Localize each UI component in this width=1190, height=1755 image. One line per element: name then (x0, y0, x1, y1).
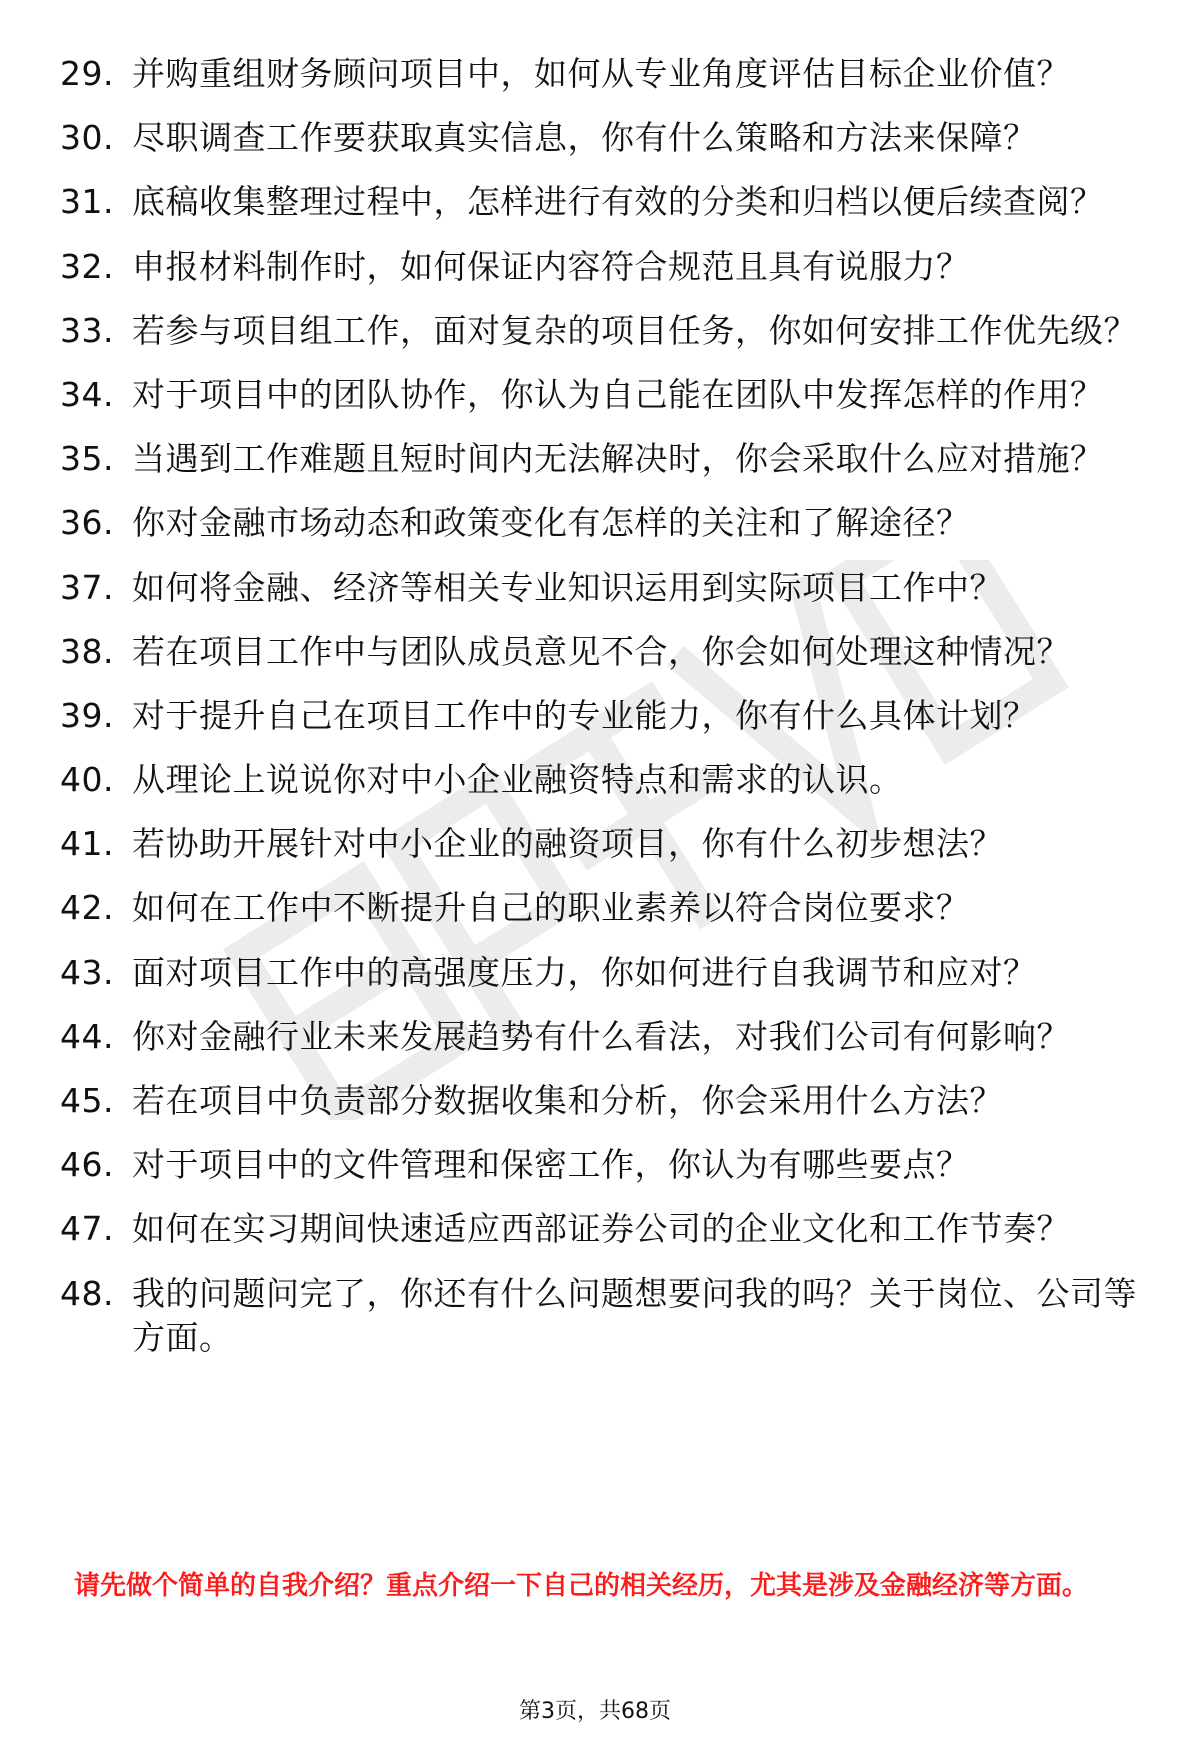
question-item-31 (60, 180, 1145, 224)
question-item-38 (60, 630, 1145, 674)
question-item-47 (60, 1207, 1145, 1251)
question-number: 42. (60, 888, 114, 928)
question-item-44 (60, 1015, 1145, 1059)
question-number: 41. (60, 824, 114, 864)
question-item-33 (60, 309, 1145, 353)
question-text: 底稿收集整理过程中，怎样进行有效的分类和归档以便后续查阅？ (132, 182, 1104, 222)
question-item-35 (60, 437, 1145, 481)
question-number: 39. (60, 695, 114, 735)
question-text: 对于项目中的团队协作，你认为自己能在团队中发挥怎样的作用？ (132, 374, 1104, 414)
question-number: 35. (60, 439, 114, 479)
question-number: 40. (60, 760, 114, 800)
question-item-37 (60, 566, 1145, 610)
highlighted-note: 请先做个简单的自我介绍？重点介绍一下自己的相关经历，尤其是涉及金融经济等方面。 (74, 1571, 1089, 1601)
question-number: 46. (60, 1145, 114, 1185)
question-number: 48. (60, 1273, 114, 1313)
question-number: 36. (60, 503, 114, 543)
question-item-48 (60, 1272, 1145, 1360)
question-text: 当遇到工作难题且短时间内无法解决时，你会采取什么应对措施？ (132, 439, 1104, 479)
question-number: 47. (60, 1209, 114, 1249)
question-number: 37. (60, 567, 114, 607)
question-number: 30. (60, 118, 114, 158)
question-number: 38. (60, 631, 114, 671)
question-number: 43. (60, 952, 114, 992)
question-number: 29. (60, 54, 114, 93)
question-text: 对于项目中的文件管理和保密工作，你认为有哪些要点？ (132, 1145, 970, 1185)
question-number: 44. (60, 1016, 114, 1056)
question-item-36 (60, 501, 1145, 545)
question-item-29 (60, 52, 1145, 96)
question-number: 34. (60, 374, 114, 414)
question-text: 你对金融行业未来发展趋势有什么看法，对我们公司有何影响？ (132, 1016, 1070, 1056)
question-text: 如何在实习期间快速适应西部证券公司的企业文化和工作节奏？ (132, 1209, 1070, 1249)
question-item-39 (60, 694, 1145, 738)
question-item-41 (60, 822, 1145, 866)
question-number: 45. (60, 1081, 114, 1120)
question-text: 并购重组财务顾问项目中，如何从专业角度评估目标企业价值？ (132, 54, 1070, 93)
question-item-30 (60, 116, 1145, 160)
question-item-42 (60, 886, 1145, 930)
question-text: 若在项目工作中与团队成员意见不合，你会如何处理这种情况？ (132, 631, 1070, 671)
question-text: 从理论上说说你对中小企业融资特点和需求的认识。 (132, 760, 903, 800)
question-text: 对于提升自己在项目工作中的专业能力，你有什么具体计划？ (132, 695, 1037, 735)
question-item-46 (60, 1143, 1145, 1187)
question-number: 31. (60, 182, 114, 222)
question-text: 尽职调查工作要获取真实信息，你有什么策略和方法来保障？ (132, 118, 1037, 158)
question-text: 若在项目中负责部分数据收集和分析，你会采用什么方法？ (132, 1081, 1003, 1120)
question-text: 如何将金融、经济等相关专业知识运用到实际项目工作中？ (132, 567, 1003, 607)
question-list (60, 52, 1145, 1380)
question-text: 面对项目工作中的高强度压力，你如何进行自我调节和应对？ (132, 952, 1037, 992)
question-item-32 (60, 245, 1145, 289)
question-item-43 (60, 951, 1145, 995)
question-item-34 (60, 373, 1145, 417)
question-text: 你对金融市场动态和政策变化有怎样的关注和了解途径？ (132, 503, 970, 543)
question-text: 若协助开展针对中小企业的融资项目，你有什么初步想法？ (132, 824, 1003, 864)
page-footer: 第3页，共68页 (519, 1699, 671, 1724)
question-number: 32. (60, 246, 114, 286)
question-text: 我的问题问完了，你还有什么问题想要问我的吗？关于岗位、公司等方面。 (132, 1273, 1137, 1357)
question-text: 申报材料制作时，如何保证内容符合规范且具有说服力？ (132, 246, 970, 286)
question-text: 若参与项目组工作，面对复杂的项目任务，你如何安排工作优先级？ (132, 310, 1137, 350)
question-item-45 (60, 1079, 1145, 1123)
question-text: 如何在工作中不断提升自己的职业素养以符合岗位要求？ (132, 888, 970, 928)
question-number: 33. (60, 310, 114, 350)
question-item-40 (60, 758, 1145, 802)
